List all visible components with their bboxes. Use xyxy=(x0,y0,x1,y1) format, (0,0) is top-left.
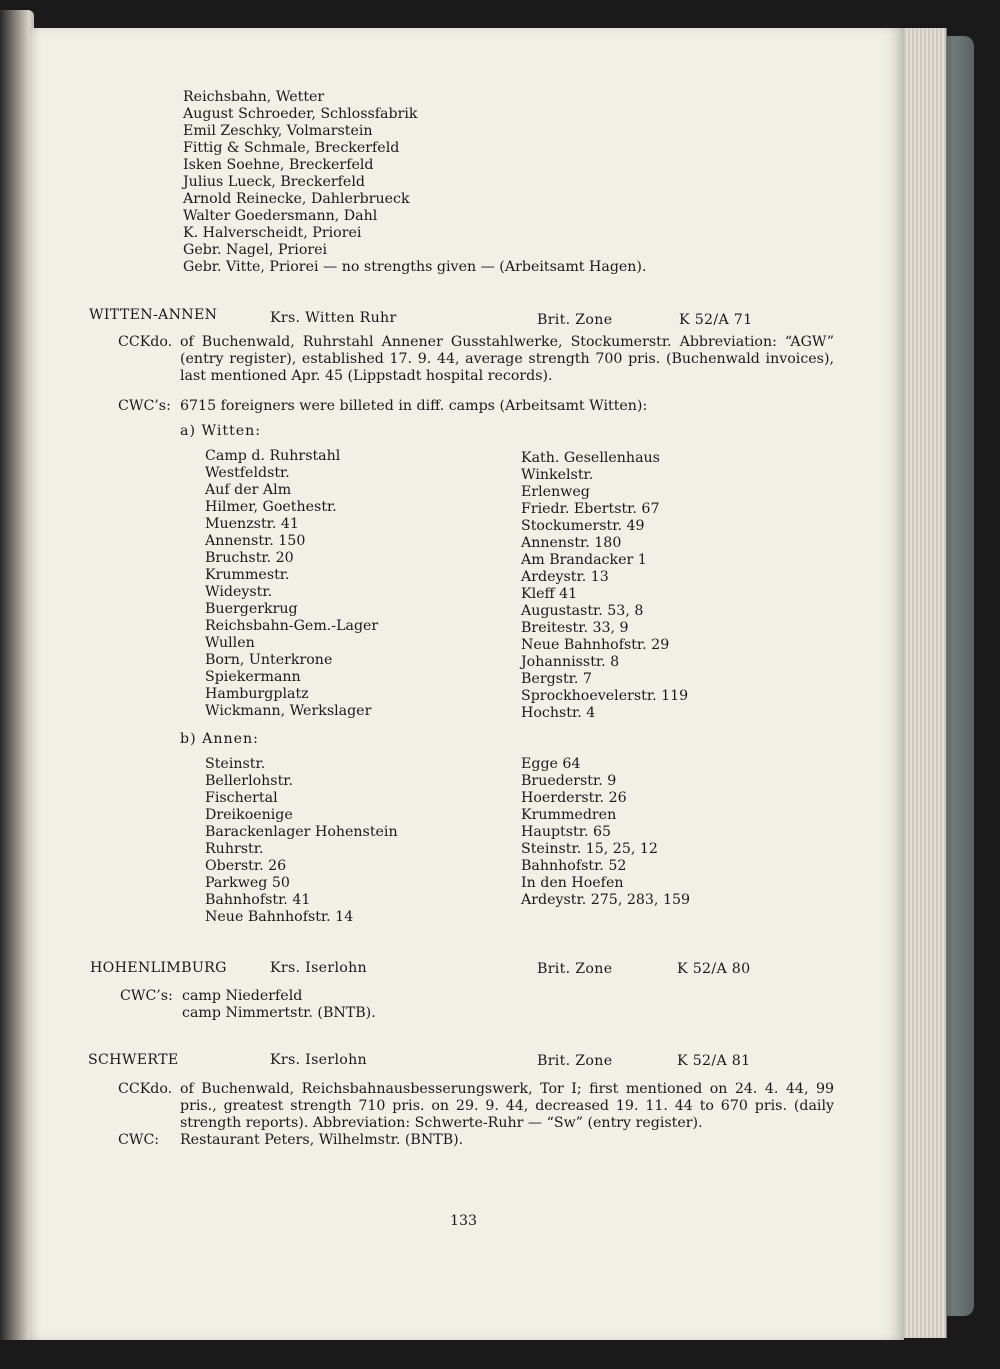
hohenlimburg-cwc-label: CWC’s: xyxy=(120,988,173,1004)
list-item: Auf der Alm xyxy=(205,482,292,498)
schwerte-cckdo-label: CCKdo. xyxy=(118,1081,173,1097)
schwerte-place-name: SCHWERTE xyxy=(88,1052,179,1068)
witten-a-left-column xyxy=(205,448,378,720)
schwerte-zone: Brit. Zone xyxy=(537,1053,613,1069)
list-item: K. Halverscheidt, Priorei xyxy=(183,225,362,241)
witten-cckdo-label: CCKdo. xyxy=(118,334,173,350)
list-item: Bellerlohstr. xyxy=(205,773,294,789)
list-item: Krummedren xyxy=(521,807,617,823)
list-item: Kleff 41 xyxy=(521,586,578,602)
list-item: Reichsbahn, Wetter xyxy=(183,89,325,105)
top-company-list xyxy=(183,89,646,276)
list-item: Ardeystr. 13 xyxy=(521,569,609,585)
list-item: camp Niederfeld xyxy=(182,988,303,1004)
witten-b-right-column xyxy=(521,756,690,909)
witten-b-left-column xyxy=(205,756,398,926)
list-item: Bergstr. 7 xyxy=(521,671,592,687)
list-item: Hoerderstr. 26 xyxy=(521,790,627,806)
list-item: Ruhrstr. xyxy=(205,841,264,857)
list-item: Breitestr. 33, 9 xyxy=(521,620,629,636)
witten-cwc-text: 6715 foreigners were billeted in diff. camps (Arbeitsamt Witten): xyxy=(180,398,648,414)
list-item: Buergerkrug xyxy=(205,601,298,617)
list-item: Muenzstr. 41 xyxy=(205,516,299,532)
witten-district: Krs. Witten Ruhr xyxy=(270,310,397,326)
list-item: Winkelstr. xyxy=(521,467,594,483)
list-item: Born, Unterkrone xyxy=(205,652,333,668)
list-item: Westfeldstr. xyxy=(205,465,290,481)
list-item: Bruederstr. 9 xyxy=(521,773,617,789)
list-item: Wullen xyxy=(205,635,255,651)
witten-cckdo-text: of Buchenwald, Ruhrstahl Annener Gusstahlwerke, Stockumerstr. Abbreviation: “AGW” (entry register), established 17. 9. 44, average strength 700 pris. (Buchenwald invoices), last mentioned Apr. 45 (Lippstadt hospital records). xyxy=(180,334,834,384)
list-item: Hochstr. 4 xyxy=(521,705,596,721)
witten-zone: Brit. Zone xyxy=(537,312,613,328)
list-item: Spiekermann xyxy=(205,669,301,685)
list-item: Bahnhofstr. 41 xyxy=(205,892,311,908)
list-item: Camp d. Ruhrstahl xyxy=(205,448,341,464)
list-item: Hauptstr. 65 xyxy=(521,824,612,840)
list-item: Arnold Reinecke, Dahlerbrueck xyxy=(183,191,410,207)
list-item: camp Nimmertstr. (BNTB). xyxy=(182,1005,376,1021)
list-item: Steinstr. xyxy=(205,756,266,772)
page-stack-edge xyxy=(898,28,947,1338)
adjacent-page-edge xyxy=(0,10,34,1340)
witten-cwc-label: CWC’s: xyxy=(118,398,171,414)
list-item: August Schroeder, Schlossfabrik xyxy=(183,106,418,122)
list-item: Egge 64 xyxy=(521,756,581,772)
schwerte-cwc-label: CWC: xyxy=(118,1132,160,1148)
list-item: Dreikoenige xyxy=(205,807,293,823)
witten-place-name: WITTEN-ANNEN xyxy=(89,307,218,323)
list-item: Annenstr. 150 xyxy=(205,533,306,549)
list-item: Hilmer, Goethestr. xyxy=(205,499,337,515)
schwerte-cwc-text: Restaurant Peters, Wilhelmstr. (BNTB). xyxy=(180,1132,464,1148)
list-item: Erlenweg xyxy=(521,484,590,500)
witten-a-right-column xyxy=(521,450,688,722)
page-number: 133 xyxy=(450,1213,478,1229)
list-item: Augustastr. 53, 8 xyxy=(521,603,644,619)
list-item: Oberstr. 26 xyxy=(205,858,287,874)
schwerte-cckdo-text: of Buchenwald, Reichsbahnausbesserungswerk, Tor I; first mentioned on 24. 4. 44, 99 pris., greatest strength 710 pris. on 29. 9. 44, decreased 19. 11. 44 to 670 pris. (daily strength reports). Abbreviation: Schwerte-Ruhr — “Sw” (entry register). xyxy=(180,1081,834,1131)
list-item: Steinstr. 15, 25, 12 xyxy=(521,841,658,857)
list-item: Emil Zeschky, Volmarstein xyxy=(183,123,373,139)
list-item: Fischertal xyxy=(205,790,278,806)
list-item: Hamburgplatz xyxy=(205,686,309,702)
list-item: Walter Goedersmann, Dahl xyxy=(183,208,378,224)
list-item: Bahnhofstr. 52 xyxy=(521,858,627,874)
list-item: Julius Lueck, Breckerfeld xyxy=(183,174,365,190)
list-item: Wickmann, Werkslager xyxy=(205,703,372,719)
witten-section-b-label: b) Annen: xyxy=(180,731,259,747)
schwerte-reference: K 52/A 81 xyxy=(677,1053,751,1069)
hohenlimburg-place-name: HOHENLIMBURG xyxy=(90,960,227,976)
witten-reference: K 52/A 71 xyxy=(679,312,753,328)
list-item: Kath. Gesellenhaus xyxy=(521,450,660,466)
list-item: Wideystr. xyxy=(205,584,273,600)
hohenlimburg-zone: Brit. Zone xyxy=(537,961,613,977)
hohenlimburg-cwc-list xyxy=(182,988,376,1022)
list-item: Sprockhoevelerstr. 119 xyxy=(521,688,689,704)
hohenlimburg-district: Krs. Iserlohn xyxy=(270,960,367,976)
list-item: Gebr. Nagel, Priorei xyxy=(183,242,328,258)
hohenlimburg-reference: K 52/A 80 xyxy=(677,961,751,977)
list-item: Barackenlager Hohenstein xyxy=(205,824,398,840)
list-item: Friedr. Ebertstr. 67 xyxy=(521,501,660,517)
list-item: Krummestr. xyxy=(205,567,290,583)
list-item: Stockumerstr. 49 xyxy=(521,518,645,534)
list-item: Ardeystr. 275, 283, 159 xyxy=(521,892,691,908)
list-item: Gebr. Vitte, Priorei — no strengths given — (Arbeitsamt Hagen). xyxy=(183,259,647,275)
list-item: Isken Soehne, Breckerfeld xyxy=(183,157,374,173)
schwerte-district: Krs. Iserlohn xyxy=(270,1052,367,1068)
list-item: Fittig & Schmale, Breckerfeld xyxy=(183,140,400,156)
list-item: Neue Bahnhofstr. 14 xyxy=(205,909,354,925)
witten-section-a-label: a) Witten: xyxy=(180,423,262,439)
list-item: In den Hoefen xyxy=(521,875,624,891)
list-item: Am Brandacker 1 xyxy=(521,552,647,568)
list-item: Neue Bahnhofstr. 29 xyxy=(521,637,670,653)
list-item: Annenstr. 180 xyxy=(521,535,622,551)
list-item: Parkweg 50 xyxy=(205,875,290,891)
list-item: Reichsbahn-Gem.-Lager xyxy=(205,618,379,634)
book-page xyxy=(30,28,904,1340)
list-item: Johannisstr. 8 xyxy=(521,654,620,670)
list-item: Bruchstr. 20 xyxy=(205,550,294,566)
